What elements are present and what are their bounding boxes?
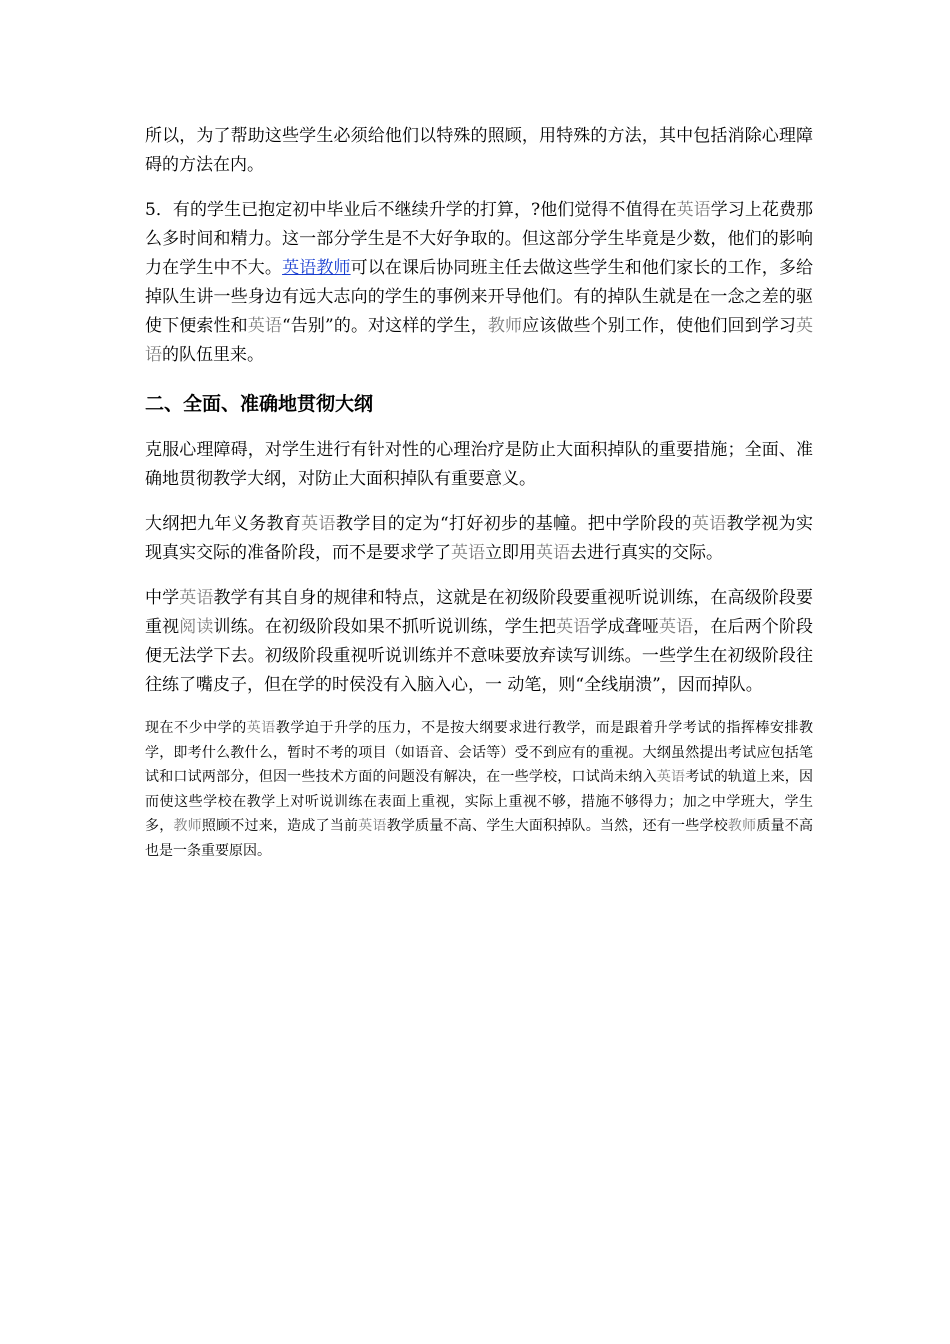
body-text: 中学 [145, 588, 180, 608]
paragraphs-after-heading [145, 436, 813, 863]
body-text: 学习上花费那么多时间和精力。这一部分学生是不大好争取的。但这部分学生毕竟是少数，他们的影响力在学生中不大。 [145, 200, 813, 278]
keyword-text: 英语 [145, 316, 814, 365]
paragraph-p3 [145, 436, 813, 494]
body-text: 现在不少中学的 [145, 720, 247, 736]
keyword-text: 英语 [676, 200, 711, 220]
body-text: 立即用 [485, 543, 536, 563]
body-text: 照顾不过来，造成了当前 [201, 818, 359, 834]
body-text: 考试的轨道上来，因而使这些学校在教学上对听说训练在表面上重视，实际上重视不够，措施不够得力；加之中学班大，学生多， [145, 769, 814, 834]
keyword-text: 英语 [246, 720, 276, 736]
body-text: 大纲把九年义务教育 [145, 514, 302, 534]
keyword-text: 英语 [658, 617, 694, 637]
body-text: 教学目的定为“打好初步的基幢。把中学阶段的 [335, 514, 692, 534]
paragraph-p5 [145, 584, 813, 700]
body-text: 训练。在初级阶段如果不抓听说训练，学生把 [213, 617, 557, 637]
keyword-text: 英语 [358, 818, 387, 834]
keyword-link[interactable]: 英语教师 [282, 258, 351, 278]
body-text: “告别”的。对这样的学生， [281, 316, 488, 336]
paragraph-p6 [145, 716, 813, 863]
body-text: 应该做些个别工作，使他们回到学习 [522, 316, 797, 336]
keyword-text: 教师 [173, 818, 202, 834]
body-text: 学成聋哑 [590, 617, 659, 637]
paragraph-p4 [145, 510, 813, 568]
body-text: 教学有其自身的规律和特点，这就是在初级阶段要重视听说训练，在高级阶段要重视 [145, 588, 814, 637]
body-text: 质量不高也是一条重要原因。 [145, 818, 814, 859]
keyword-text: 英语 [556, 617, 591, 637]
document-page [145, 122, 813, 879]
keyword-text: 英语 [656, 769, 686, 785]
body-text: ，在后两个阶段便无法学下去。初级阶段重视听说训练并不意味要放弃读写训练。一些学生在初级阶段往往练了嘴皮子，但在学的时侯没有入脑入心，一 动笔，则“全线崩溃”，因而掉队。 [145, 617, 814, 695]
keyword-text: 阅读 [179, 617, 214, 637]
keyword-text: 英语 [451, 543, 485, 563]
body-text: 教学质量不高、学生大面积掉队。当然，还有一些学校 [386, 818, 728, 834]
paragraph-p1 [145, 122, 813, 180]
paragraphs-before-heading [145, 122, 813, 370]
body-text: 教学迫于升学的压力，不是按大纲要求进行教学，而是跟着升学考试的指挥棒安排教学，即考什么教什么，暂时不考的项目（如语音、会话等）受不到应有的重视。大纲虽然提出考试应包括笔试和口试两部分，但因一些技术方面的问题没有解决，在一些学校，口试尚未纳入 [145, 720, 814, 785]
body-text: 5．有的学生已抱定初中毕业后不继续升学的打算，?他们觉得不值得在 [145, 200, 677, 220]
keyword-text: 英语 [536, 543, 570, 563]
section-heading: 二、全面、准确地贯彻大纲 [145, 393, 374, 415]
body-text: 去进行真实的交际。 [570, 543, 723, 563]
keyword-text: 英语 [179, 588, 214, 608]
body-text: 的队伍里来。 [162, 345, 264, 365]
keyword-text: 教师 [727, 818, 757, 834]
body-text: 克服心理障碍，对学生进行有针对性的心理治疗是防止大面积掉队的重要措施；全面、准确地贯彻教学大纲，对防止大面积掉队有重要意义。 [145, 440, 813, 489]
body-text: 所以，为了帮助这些学生必须给他们以特殊的照顾，用特殊的方法，其中包括消除心理障碍的方法在内。 [145, 126, 813, 175]
keyword-text: 英语 [301, 514, 336, 534]
body-text: 教学视为实现真实交际的准备阶段，而不是要求学了 [145, 514, 814, 563]
keyword-text: 教师 [487, 316, 523, 336]
paragraph-p2 [145, 196, 813, 370]
body-text: 可以在课后协同班主任去做这些学生和他们家长的工作，多给掉队生讲一些身边有远大志向的学生的事例来开导他们。有的掉队生就是在一念之差的驱使下便索性和 [145, 258, 814, 336]
keyword-text: 英语 [247, 316, 282, 336]
keyword-text: 英语 [691, 514, 727, 534]
